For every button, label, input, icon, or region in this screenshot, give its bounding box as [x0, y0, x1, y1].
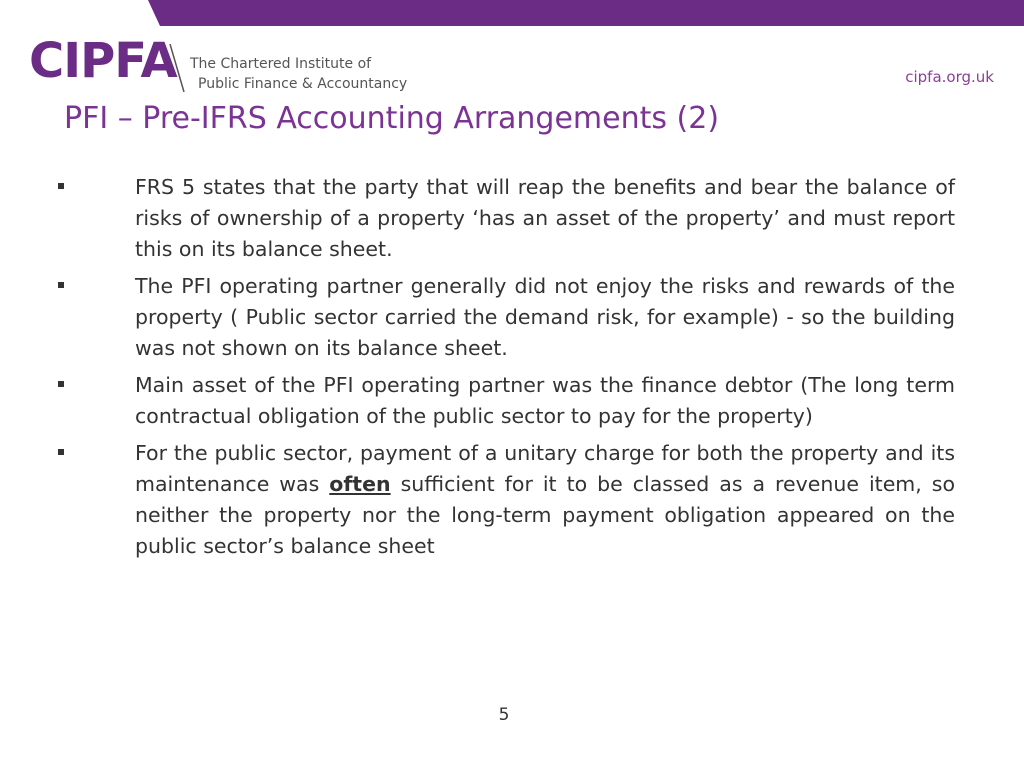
tagline-line-1: The Chartered Institute of [190, 56, 372, 72]
bullet-item [55, 438, 955, 562]
website-link[interactable]: cipfa.org.uk [905, 68, 994, 86]
square-bullet-icon [58, 449, 64, 455]
logo-tagline [190, 54, 407, 94]
bullet-item [55, 172, 955, 265]
square-bullet-icon [58, 183, 64, 189]
bullet-text [135, 438, 955, 562]
logo-divider [169, 44, 185, 92]
bullet-text-end: sufficient for it to be classed as a revenue item, so neither the property nor the long-term payment obligation appeared on the public sector’s balance sheet [135, 472, 956, 558]
bullet-item [55, 271, 955, 364]
header-brand-band [148, 0, 1024, 26]
emphasis-text: often [329, 472, 391, 496]
tagline-line-2: Public Finance & Accountancy [198, 76, 408, 92]
square-bullet-icon [58, 381, 64, 387]
page-number: 5 [498, 705, 510, 725]
bullet-text: The PFI operating partner generally did not enjoy the risks and rewards of the property ( Public sector carried the demand risk, for example) - so the building was not shown on its balance sheet. [135, 274, 955, 360]
bullet-list [55, 172, 955, 568]
slide-title: PFI – Pre-IFRS Accounting Arrangements (2) [64, 101, 720, 136]
square-bullet-icon [58, 282, 64, 288]
cipfa-logo: CIPFA [29, 33, 177, 89]
bullet-text: Main asset of the PFI operating partner was the finance debtor (The long term contractual obligation of the public sector to pay for the property) [135, 373, 955, 428]
bullet-text: FRS 5 states that the party that will reap the benefits and bear the balance of risks of ownership of a property ‘has an asset of the property’ and must report this on its balance sheet. [135, 175, 955, 261]
bullet-text-start: For the public sector, payment of a unitary charge for both the property and its maintenance was [135, 441, 955, 496]
bullet-item [55, 370, 955, 432]
